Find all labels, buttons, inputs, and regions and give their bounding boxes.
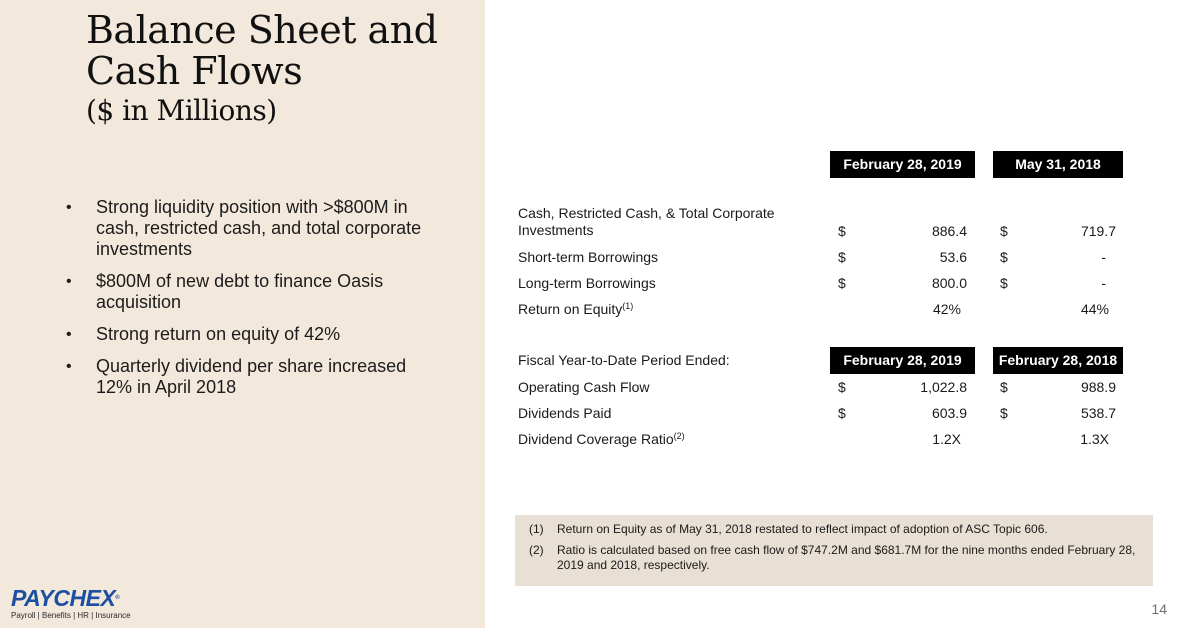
page-number: 14 [1151, 601, 1167, 617]
bullet-dot-icon: • [66, 358, 72, 375]
row-label: Dividends Paid [518, 405, 612, 421]
currency-symbol: $ [1000, 405, 1008, 421]
trademark-icon: ® [115, 595, 120, 601]
currency-symbol: $ [1000, 249, 1008, 265]
value-feb-2019: 800.0 [931, 275, 967, 291]
paychex-logo [11, 586, 131, 621]
highlight-item: • Strong return on equity of 42% [66, 324, 341, 344]
row-label: Return on Equity$^{(1)}$ [518, 301, 634, 317]
footnote-2 [515, 543, 1153, 573]
value-feb-2019: 603.9 [931, 405, 967, 421]
value-may-2018: 719.7 [1080, 223, 1116, 239]
left-panel [0, 0, 485, 628]
value-feb-2019: 1.2X [932, 431, 961, 447]
value-may-2018: - [1101, 275, 1106, 291]
row-label: Long-term Borrowings [518, 275, 656, 291]
value-feb-2018: 538.7 [1080, 405, 1116, 421]
row-label: Cash, Restricted Cash, & Total Corporate Investments [518, 205, 775, 238]
currency-symbol: $ [838, 275, 846, 291]
column-header-feb-2019: February 28, 2019 [830, 151, 975, 178]
page-title [86, 10, 438, 92]
value-feb-2019: 42% [932, 301, 961, 317]
title-line-2: Cash Flows [86, 49, 303, 93]
footnote-text: Return on Equity as of May 31, 2018 restated to reflect impact of adoption of ASC Topic 606. [557, 522, 1048, 536]
column-header-feb-2018-ytd: February 28, 2018 [993, 347, 1123, 374]
logo-wordmark: PAYCHEX® [11, 585, 120, 611]
currency-symbol: $ [1000, 223, 1008, 239]
bullet-dot-icon: • [66, 273, 72, 290]
currency-symbol: $ [1000, 275, 1008, 291]
footnote-number: (2) [529, 543, 544, 557]
highlight-item: • Quarterly dividend per share increased 12% in April 2018 [66, 356, 407, 397]
currency-symbol: $ [838, 249, 846, 265]
row-label: Short-term Borrowings [518, 249, 659, 265]
value-feb-2018: 988.9 [1080, 379, 1116, 395]
bullet-dot-icon: • [66, 326, 72, 343]
column-header-feb-2019-ytd: February 28, 2019 [830, 347, 975, 374]
period-label: Fiscal Year-to-Date Period Ended: [518, 352, 730, 368]
highlights-list [66, 197, 436, 409]
highlight-item: • Strong liquidity position with >$800M in cash, restricted cash, and total corporate investments [66, 197, 422, 259]
footnote-number: (1) [529, 522, 544, 536]
title-line-1: Balance Sheet and [86, 8, 438, 52]
highlight-item: • $800M of new debt to finance Oasis acquisition [66, 271, 384, 312]
currency-symbol: $ [838, 379, 846, 395]
value-feb-2019: 886.4 [931, 223, 967, 239]
table-row-cash [518, 205, 1138, 241]
value-feb-2019: 1,022.8 [920, 379, 967, 395]
footnote-1 [515, 522, 1153, 537]
currency-symbol: $ [838, 223, 846, 239]
currency-symbol: $ [1000, 379, 1008, 395]
page-subtitle: ($ in Millions) [86, 94, 277, 127]
value-may-2018: - [1101, 249, 1106, 265]
row-label: Dividend Coverage Ratio$^{(2)}$ [518, 431, 685, 447]
currency-symbol: $ [838, 405, 846, 421]
value-may-2018: 44% [1080, 301, 1109, 317]
footnotes-box [515, 515, 1153, 586]
footnote-text: Ratio is calculated based on free cash flow of $747.2M and $681.7M for the nine months ended February 28, 2019 and 2018, respectively. [557, 543, 1136, 572]
column-header-may-2018: May 31, 2018 [993, 151, 1123, 178]
row-label: Operating Cash Flow [518, 379, 650, 395]
bullet-dot-icon: • [66, 199, 72, 216]
value-feb-2018: 1.3X [1080, 431, 1109, 447]
footnote-ref: (1) [622, 301, 634, 311]
logo-tagline: Payroll | Benefits | HR | Insurance [11, 611, 131, 620]
footnote-ref: (2) [673, 431, 685, 441]
value-feb-2019: 53.6 [939, 249, 967, 265]
